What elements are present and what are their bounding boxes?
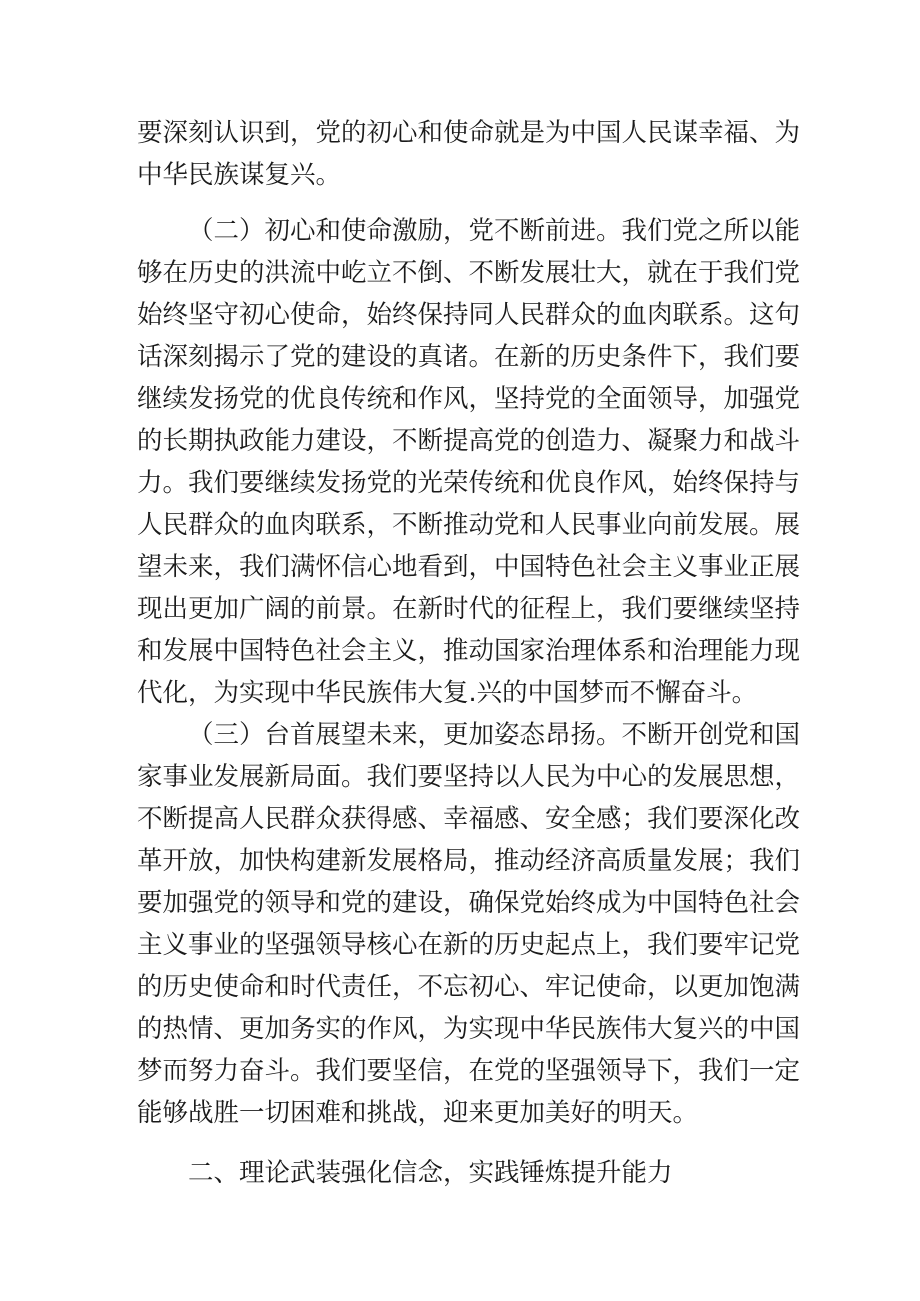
- paragraph-continued: 要深刻认识到，党的初心和使命就是为中国人民谋幸福、为中华民族谋复兴。: [137, 118, 801, 190]
- section-heading: 二、理论武装强化信念，实践锤炼提升能力: [188, 1158, 673, 1188]
- paragraph-section-three: （三）台首展望未来，更加姿态昂扬。不断开创党和国家事业发展新局面。我们要坚持以人民为中心的发展思想，不断提高人民群众获得感、幸福感、安全感；我们要深化改革开放，加快构建新发展格局，推动经济高质量发展；我们要加强党的领导和党的建设，确保党始终成为中国特色社会主义事业的坚强领导核心在新的历史起点上，我们要牢记党的历史使命和时代责任，不忘初心、牢记使命，以更加饱满的热情、更加务实的作风，为实现中华民族伟大复兴的中国梦而努力奋斗。我们要坚信，在党的坚强领导下，我们一定能够战胜一切困难和挑战，迎来更加美好的明天。: [137, 720, 801, 1128]
- paragraph-section-two: （二）初心和使命激励，党不断前进。我们党之所以能够在历史的洪流中屹立不倒、不断发展壮大，就在于我们党始终坚守初心使命，始终保持同人民群众的血肉联系。这句话深刻揭示了党的建设的真诸。在新的历史条件下，我们要继续发扬党的优良传统和作风，坚持党的全面领导，加强党的长期执政能力建设，不断提高党的创造力、凝聚力和战斗力。我们要继续发扬党的光荣传统和优良作风，始终保持与人民群众的血肉联系，不断推动党和人民事业向前发展。展望未来，我们满怀信心地看到，中国特色社会主义事业正展现出更加广阔的前景。在新时代的征程上，我们要继续坚持和发展中国特色社会主义，推动国家治理体系和治理能力现代化，为实现中华民族伟大复.兴的中国梦而不懈奋斗。: [137, 216, 801, 708]
